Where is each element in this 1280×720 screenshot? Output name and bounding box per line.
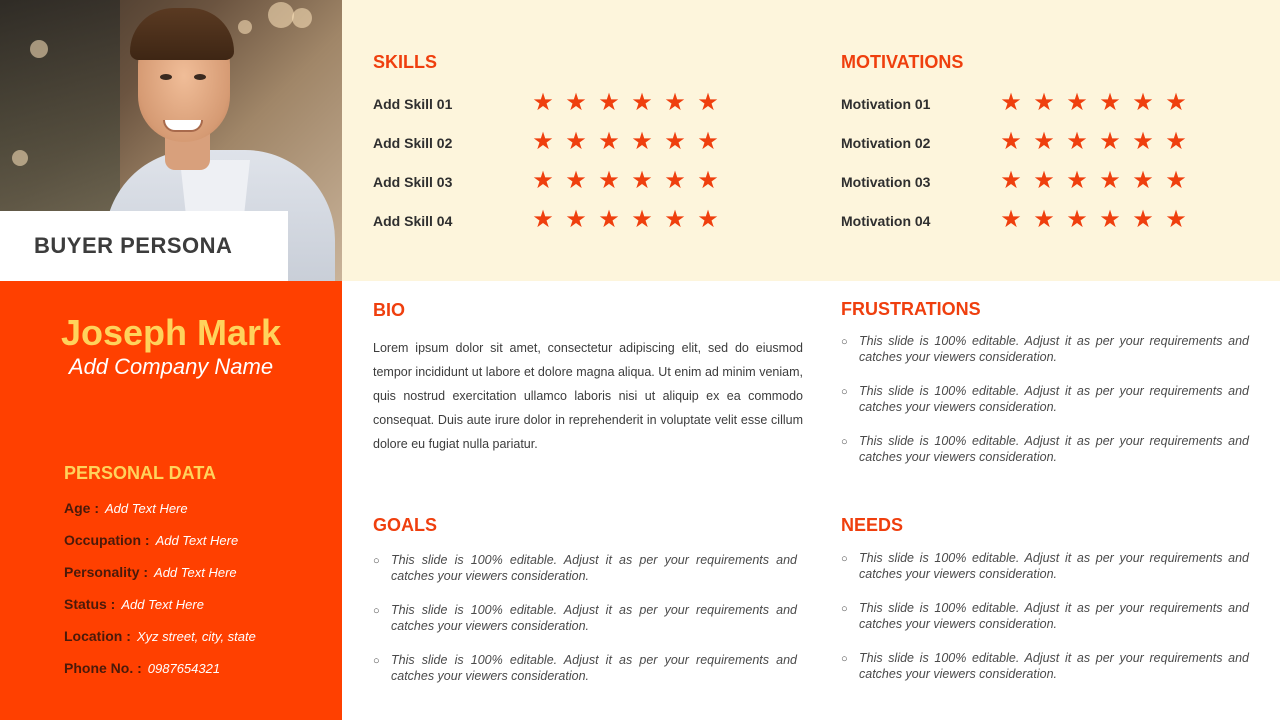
frustrations-item-text: This slide is 100% editable. Adjust it as per your requirements and catches your viewers consideration.: [859, 384, 1249, 414]
bullet-icon: ○: [373, 605, 380, 617]
star-icon: ★: [598, 128, 620, 155]
star-icon: ★: [631, 206, 653, 233]
personal-data-key: Phone No. :: [64, 660, 142, 676]
badge-label: BUYER PERSONA: [34, 233, 233, 258]
motivation-label: Motivation 01: [841, 96, 931, 112]
company-name: Add Company Name: [68, 354, 274, 379]
star-icon: ★: [1000, 167, 1022, 194]
frustrations-list: [841, 333, 1249, 483]
star-icon: ★: [598, 206, 620, 233]
star-icon: ★: [1165, 128, 1187, 155]
goals-item: [373, 652, 797, 684]
star-icon: ★: [532, 167, 554, 194]
motivation-rating: [1000, 208, 1187, 232]
frustrations-item-text: This slide is 100% editable. Adjust it as per your requirements and catches your viewers consideration.: [859, 434, 1249, 464]
star-icon: ★: [1000, 206, 1022, 233]
goals-title: GOALS: [373, 515, 438, 535]
star-icon: ★: [598, 89, 620, 116]
personal-data-value: Add Text Here: [155, 533, 239, 548]
skills-title: SKILLS: [373, 52, 438, 72]
needs-item: [841, 600, 1249, 632]
goals-item-text: This slide is 100% editable. Adjust it as per your requirements and catches your viewers consideration.: [391, 603, 797, 633]
personal-data-value: Add Text Here: [105, 501, 188, 516]
personal-data-key: Status :: [64, 596, 116, 612]
motivation-label: Motivation 04: [841, 213, 931, 229]
bullet-icon: ○: [841, 653, 848, 665]
personal-data-value: 0987654321: [147, 661, 221, 676]
needs-title: NEEDS: [841, 515, 904, 535]
motivation-label: Motivation 03: [841, 174, 931, 190]
goals-item-text: This slide is 100% editable. Adjust it as per your requirements and catches your viewers consideration.: [391, 553, 797, 583]
bullet-icon: ○: [841, 436, 848, 448]
star-icon: ★: [631, 128, 653, 155]
star-icon: ★: [565, 89, 587, 116]
person-name: Joseph Mark: [60, 312, 282, 353]
star-icon: ★: [1066, 89, 1088, 116]
star-icon: ★: [1033, 206, 1055, 233]
needs-item: [841, 650, 1249, 682]
star-icon: ★: [1066, 128, 1088, 155]
star-icon: ★: [1132, 167, 1154, 194]
star-icon: ★: [1132, 89, 1154, 116]
star-icon: ★: [697, 89, 719, 116]
star-icon: ★: [1165, 167, 1187, 194]
frustrations-item-text: This slide is 100% editable. Adjust it as per your requirements and catches your viewers consideration.: [859, 334, 1249, 364]
personal-data-key: Age :: [64, 500, 99, 516]
bio-title: BIO: [373, 300, 406, 320]
star-icon: ★: [532, 89, 554, 116]
motivation-rating: [1000, 91, 1187, 115]
personal-data-row: [64, 564, 237, 580]
star-icon: ★: [565, 128, 587, 155]
star-icon: ★: [1066, 167, 1088, 194]
skill-rating: [532, 208, 719, 232]
motivation-rating: [1000, 130, 1187, 154]
motivation-label: Motivation 02: [841, 135, 931, 151]
frustrations-item: [841, 333, 1249, 365]
star-icon: ★: [664, 167, 686, 194]
star-icon: ★: [1165, 89, 1187, 116]
star-icon: ★: [1033, 128, 1055, 155]
buyer-persona-badge: [0, 211, 288, 281]
skill-label: Add Skill 04: [373, 213, 453, 229]
personal-data-value: Add Text Here: [121, 597, 204, 612]
needs-item-text: This slide is 100% editable. Adjust it as per your requirements and catches your viewers consideration.: [859, 651, 1249, 681]
skill-rating: [532, 169, 719, 193]
bio-text: Lorem ipsum dolor sit amet, consectetur adipiscing elit, sed do eiusmod tempor incididunt ut labore et dolore magna aliqua. Ut enim ad minim veniam, quis nostrud exercitation ullamco laboris nisi ut aliquip ex ea commodo consequat. Duis aute irure dolor in reprehenderit in voluptate velit esse cillum dolore eu fugiat nulla pariatur.: [373, 341, 803, 451]
personal-data-key: Occupation :: [64, 532, 150, 548]
star-icon: ★: [1099, 167, 1121, 194]
frustrations-title: FRUSTRATIONS: [841, 299, 981, 319]
bullet-icon: ○: [841, 553, 848, 565]
frustrations-item: [841, 383, 1249, 415]
star-icon: ★: [1033, 89, 1055, 116]
personal-data-key: Location :: [64, 628, 131, 644]
frustrations-item: [841, 433, 1249, 465]
star-icon: ★: [532, 128, 554, 155]
star-icon: ★: [565, 167, 587, 194]
star-icon: ★: [1000, 128, 1022, 155]
star-icon: ★: [631, 89, 653, 116]
skill-label: Add Skill 01: [373, 96, 453, 112]
bullet-icon: ○: [841, 603, 848, 615]
needs-item: [841, 550, 1249, 582]
bullet-icon: ○: [373, 655, 380, 667]
personal-data-value: Add Text Here: [154, 565, 237, 580]
star-icon: ★: [1066, 206, 1088, 233]
personal-data-row: [64, 628, 256, 644]
goals-item: [373, 552, 797, 584]
star-icon: ★: [1099, 89, 1121, 116]
skill-label: Add Skill 03: [373, 174, 453, 190]
star-icon: ★: [1132, 128, 1154, 155]
star-icon: ★: [1132, 206, 1154, 233]
needs-item-text: This slide is 100% editable. Adjust it as per your requirements and catches your viewers consideration.: [859, 601, 1249, 631]
skill-rating: [532, 130, 719, 154]
personal-data-title: PERSONAL DATA: [64, 463, 217, 483]
needs-list: [841, 550, 1249, 700]
bullet-icon: ○: [373, 555, 380, 567]
star-icon: ★: [598, 167, 620, 194]
goals-item-text: This slide is 100% editable. Adjust it as per your requirements and catches your viewers consideration.: [391, 653, 797, 683]
star-icon: ★: [664, 89, 686, 116]
star-icon: ★: [1165, 206, 1187, 233]
star-icon: ★: [1099, 206, 1121, 233]
motivation-rating: [1000, 169, 1187, 193]
goals-list: [373, 552, 797, 702]
star-icon: ★: [697, 206, 719, 233]
star-icon: ★: [631, 167, 653, 194]
needs-item-text: This slide is 100% editable. Adjust it as per your requirements and catches your viewers consideration.: [859, 551, 1249, 581]
personal-data-row: [64, 660, 220, 676]
star-icon: ★: [664, 206, 686, 233]
star-icon: ★: [697, 167, 719, 194]
personal-data-row: [64, 500, 188, 516]
skill-rating: [532, 91, 719, 115]
star-icon: ★: [565, 206, 587, 233]
star-icon: ★: [697, 128, 719, 155]
star-icon: ★: [1099, 128, 1121, 155]
star-icon: ★: [532, 206, 554, 233]
personal-data-value: Xyz street, city, state: [136, 629, 256, 644]
star-icon: ★: [1000, 89, 1022, 116]
skill-label: Add Skill 02: [373, 135, 453, 151]
bullet-icon: ○: [841, 386, 848, 398]
goals-item: [373, 602, 797, 634]
star-icon: ★: [664, 128, 686, 155]
personal-data-key: Personality :: [64, 564, 149, 580]
personal-data-row: [64, 596, 204, 612]
star-icon: ★: [1033, 167, 1055, 194]
motivations-title: MOTIVATIONS: [841, 52, 964, 72]
personal-data-row: [64, 532, 238, 548]
bullet-icon: ○: [841, 336, 848, 348]
